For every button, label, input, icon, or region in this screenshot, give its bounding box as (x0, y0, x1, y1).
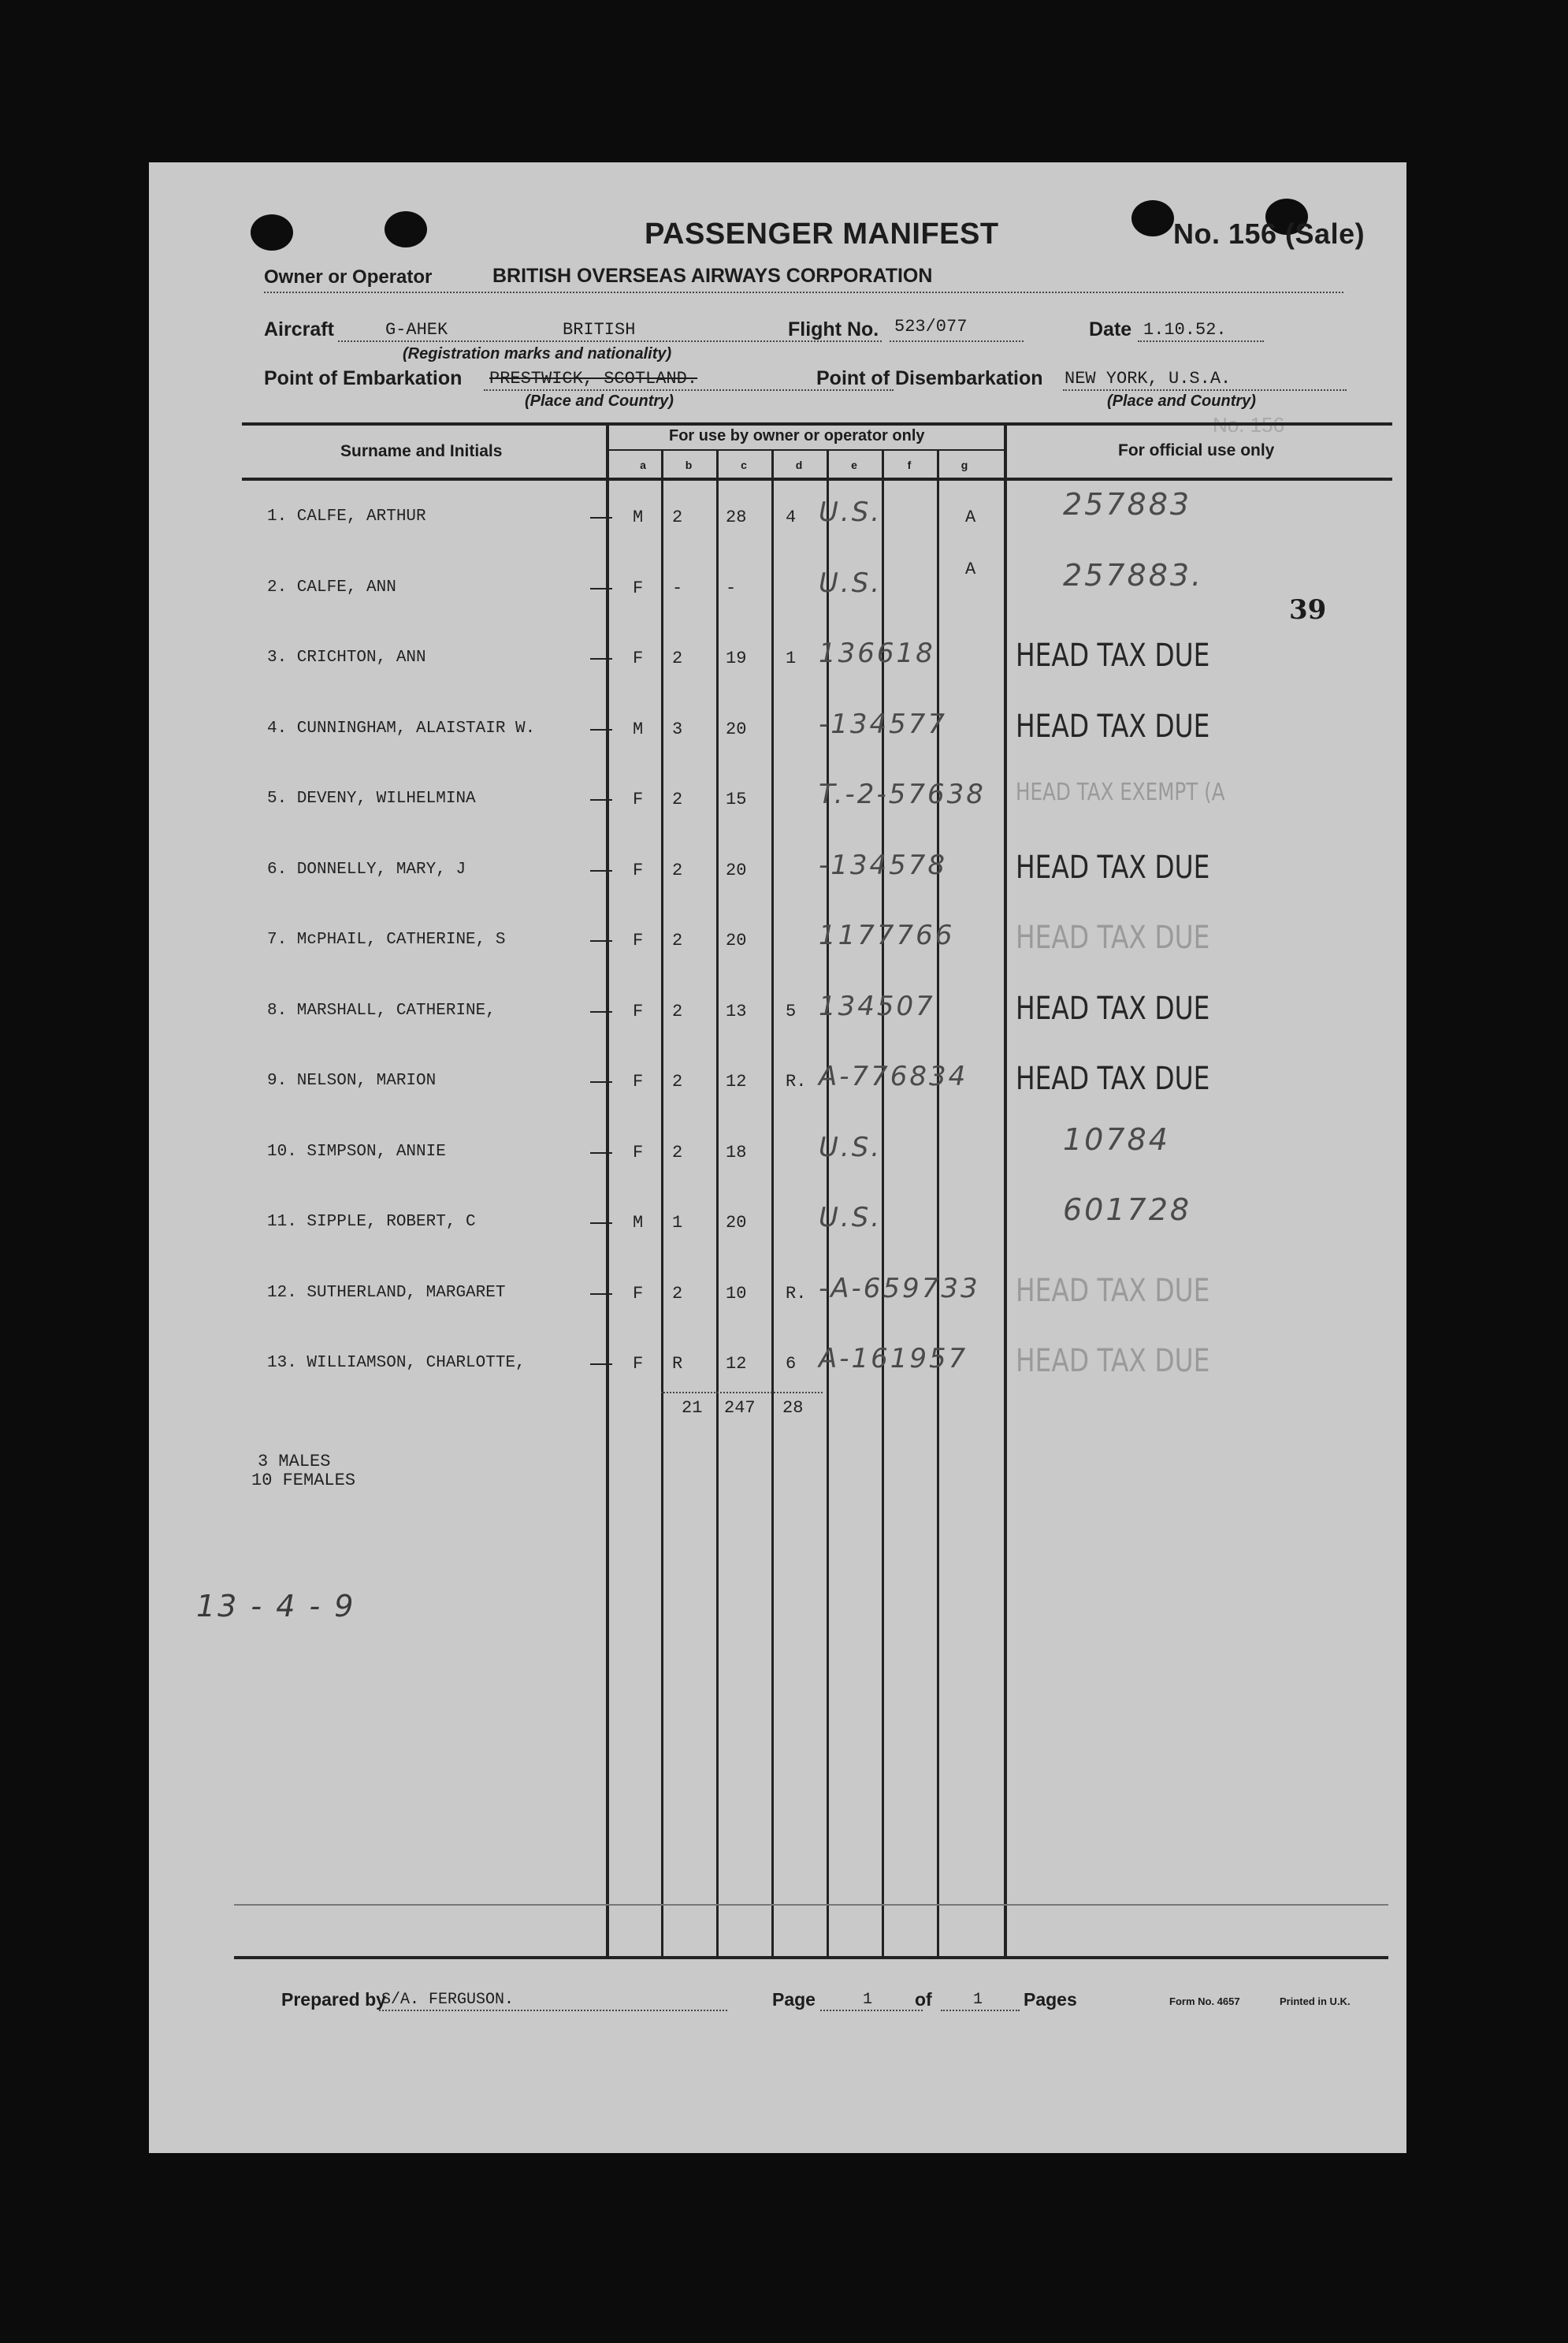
row-tick (590, 729, 612, 731)
punch-hole (385, 211, 427, 247)
summary-females: 10 FEMALES (251, 1471, 356, 1490)
col-letter: a (640, 459, 646, 471)
col-b-value: 2 (672, 861, 683, 880)
col-b-value: R (672, 1354, 683, 1374)
col-c-value: 10 (726, 1284, 747, 1304)
embarkation-note: (Place and Country) (525, 392, 674, 410)
col-g-value: A (965, 508, 976, 527)
page-label: Page (772, 1989, 816, 2010)
handwritten-note: 13 - 4 - 9 (196, 1589, 356, 1623)
official-number: 257883. (1063, 558, 1204, 593)
col-d-value: R. (786, 1284, 807, 1304)
owner-label: Owner or Operator (264, 266, 433, 288)
passenger-name: 11. SIPPLE, ROBERT, C (267, 1213, 476, 1231)
page-number: 39 (1289, 594, 1327, 626)
col-c-value: 20 (726, 1213, 747, 1233)
head-tax-stamp: HEAD TAX DUE (1016, 991, 1210, 1027)
head-tax-stamp: HEAD TAX DUE (1016, 708, 1210, 745)
official-number: 10784 (1063, 1122, 1170, 1157)
sex: F (633, 1002, 644, 1021)
col-c-value: 13 (726, 1002, 747, 1021)
owner-value: BRITISH OVERSEAS AIRWAYS CORPORATION (492, 265, 933, 287)
total-d: 28 (782, 1398, 804, 1418)
col-b-value: 1 (672, 1213, 683, 1233)
sex: M (633, 508, 644, 527)
col-c-value: 15 (726, 790, 747, 809)
head-tax-stamp: HEAD TAX DUE (1016, 638, 1210, 674)
head-tax-stamp: HEAD TAX DUE (1016, 1273, 1210, 1309)
col-b-value: 2 (672, 1072, 683, 1092)
passenger-name: 12. SUTHERLAND, MARGARET (267, 1284, 506, 1302)
row-tick (590, 1363, 612, 1365)
col-c-value: 20 (726, 720, 747, 739)
head-tax-stamp: HEAD TAX DUE (1016, 920, 1210, 956)
date-label: Date (1089, 318, 1132, 340)
sex: F (633, 790, 644, 809)
col-d-value: 5 (786, 1002, 797, 1021)
col-d-value: 6 (786, 1354, 797, 1374)
handwritten-entry: A-161957 (819, 1343, 968, 1374)
row-tick (590, 1293, 612, 1295)
sex: F (633, 1284, 644, 1304)
of-value: 1 (973, 1991, 983, 2009)
handwritten-entry: -A-659733 (819, 1273, 980, 1304)
col-letter: d (795, 459, 803, 471)
row-tick (590, 940, 612, 942)
passenger-name: 6. DONNELLY, MARY, J (267, 861, 466, 879)
row-tick (590, 799, 612, 801)
passenger-name: 7. McPHAIL, CATHERINE, S (267, 931, 506, 949)
total-b: 21 (682, 1398, 703, 1418)
handwritten-entry: 134507 (819, 991, 935, 1022)
official-number: 601728 (1063, 1192, 1192, 1227)
col-b-value: 2 (672, 1143, 683, 1162)
col-c-value: 20 (726, 931, 747, 950)
flight-value: 523/077 (894, 317, 968, 337)
flight-label: Flight No. (788, 318, 879, 340)
manifest-number: No. 156 (Sale) (1173, 218, 1365, 250)
owner-use-header: For use by owner or operator only (669, 427, 925, 444)
col-c-value: - (726, 578, 737, 598)
prepared-label: Prepared by (281, 1989, 386, 2010)
row-tick (590, 588, 612, 589)
head-tax-stamp: HEAD TAX EXEMPT (A (1016, 779, 1225, 806)
disembarkation-label: Point of Disembarkation (816, 367, 1043, 389)
registration-note: (Registration marks and nationality) (403, 345, 672, 363)
embarkation-label: Point of Embarkation (264, 367, 463, 389)
row-tick (590, 1152, 612, 1154)
row-tick (590, 658, 612, 660)
col-c-value: 28 (726, 508, 747, 527)
aircraft-reg: G-AHEK (385, 320, 448, 340)
col-letter: f (907, 459, 912, 471)
col-b-value: - (672, 578, 683, 598)
col-b-value: 2 (672, 649, 683, 668)
punch-hole (251, 214, 293, 251)
row-tick (590, 870, 612, 872)
col-b-value: 2 (672, 508, 683, 527)
col-letter: b (685, 459, 693, 471)
sex: F (633, 931, 644, 950)
row-tick (590, 1081, 612, 1083)
sex: F (633, 649, 644, 668)
passenger-name: 4. CUNNINGHAM, ALAISTAIR W. (267, 720, 536, 738)
form-number: Form No. 4657 (1169, 1995, 1240, 2007)
passenger-name: 1. CALFE, ARTHUR (267, 508, 426, 526)
manifest-title: PASSENGER MANIFEST (645, 218, 999, 251)
official-number: 257883 (1063, 487, 1192, 522)
col-c-value: 20 (726, 861, 747, 880)
handwritten-entry: U.S. (819, 1132, 882, 1163)
aircraft-label: Aircraft (264, 318, 334, 340)
passenger-name: 5. DEVENY, WILHELMINA (267, 790, 476, 808)
col-d-value: R. (786, 1072, 807, 1092)
total-c: 247 (724, 1398, 756, 1418)
handwritten-entry: -134577 (819, 708, 948, 740)
col-letter: e (851, 459, 857, 471)
handwritten-entry: -134578 (819, 850, 948, 881)
head-tax-stamp: HEAD TAX DUE (1016, 1343, 1210, 1379)
manifest-sheet (149, 162, 1406, 2153)
handwritten-entry: U.S. (819, 1202, 882, 1233)
of-label: of (915, 1989, 932, 2010)
col-b-value: 2 (672, 931, 683, 950)
row-tick (590, 517, 612, 519)
head-tax-stamp: HEAD TAX DUE (1016, 850, 1210, 886)
passenger-name: 8. MARSHALL, CATHERINE, (267, 1002, 496, 1020)
pages-label: Pages (1024, 1989, 1077, 2010)
official-use-header: For official use only (1118, 441, 1275, 459)
sex: F (633, 861, 644, 880)
page-value: 1 (863, 1991, 873, 2009)
col-b-value: 2 (672, 790, 683, 809)
sex: M (633, 720, 644, 739)
row-tick (590, 1222, 612, 1224)
handwritten-entry: U.S. (819, 496, 882, 528)
col-d-value: 1 (786, 649, 797, 668)
col-letter: c (741, 459, 747, 471)
date-value: 1.10.52. (1143, 320, 1227, 340)
head-tax-stamp: HEAD TAX DUE (1016, 1061, 1210, 1097)
disembarkation-value: NEW YORK, U.S.A. (1065, 369, 1232, 389)
passenger-name: 10. SIMPSON, ANNIE (267, 1143, 446, 1161)
col-g-value: A (965, 560, 976, 579)
passenger-name: 9. NELSON, MARION (267, 1072, 437, 1090)
handwritten-entry: 1177766 (819, 920, 955, 951)
col-c-value: 18 (726, 1143, 747, 1162)
row-tick (590, 1011, 612, 1013)
passenger-name: 13. WILLIAMSON, CHARLOTTE, (267, 1354, 526, 1372)
sex: F (633, 578, 644, 598)
col-d-value: 4 (786, 508, 797, 527)
col-b-value: 2 (672, 1284, 683, 1304)
passenger-name: 3. CRICHTON, ANN (267, 649, 426, 667)
surname-header: Surname and Initials (340, 442, 503, 460)
col-c-value: 12 (726, 1354, 747, 1374)
handwritten-entry: T.-2-57638 (819, 779, 986, 810)
col-c-value: 12 (726, 1072, 747, 1092)
printed-in: Printed in U.K. (1280, 1995, 1351, 2007)
disembarkation-note: (Place and Country) (1107, 392, 1256, 410)
sex: F (633, 1143, 644, 1162)
sex: M (633, 1213, 644, 1233)
handwritten-entry: 136618 (819, 638, 935, 669)
punch-hole (1131, 200, 1174, 236)
col-letter: g (960, 459, 968, 471)
handwritten-entry: U.S. (819, 567, 882, 599)
prepared-value: S/A. FERGUSON. (381, 1991, 515, 2009)
col-b-value: 2 (672, 1002, 683, 1021)
aircraft-nationality: BRITISH (563, 320, 636, 340)
sex: F (633, 1072, 644, 1092)
col-c-value: 19 (726, 649, 747, 668)
sex: F (633, 1354, 644, 1374)
handwritten-entry: A-776834 (819, 1061, 968, 1092)
summary-males: 3 MALES (258, 1452, 331, 1471)
embarkation-value: PRESTWICK, SCOTLAND. (489, 369, 698, 389)
passenger-name: 2. CALFE, ANN (267, 578, 396, 597)
col-b-value: 3 (672, 720, 683, 739)
